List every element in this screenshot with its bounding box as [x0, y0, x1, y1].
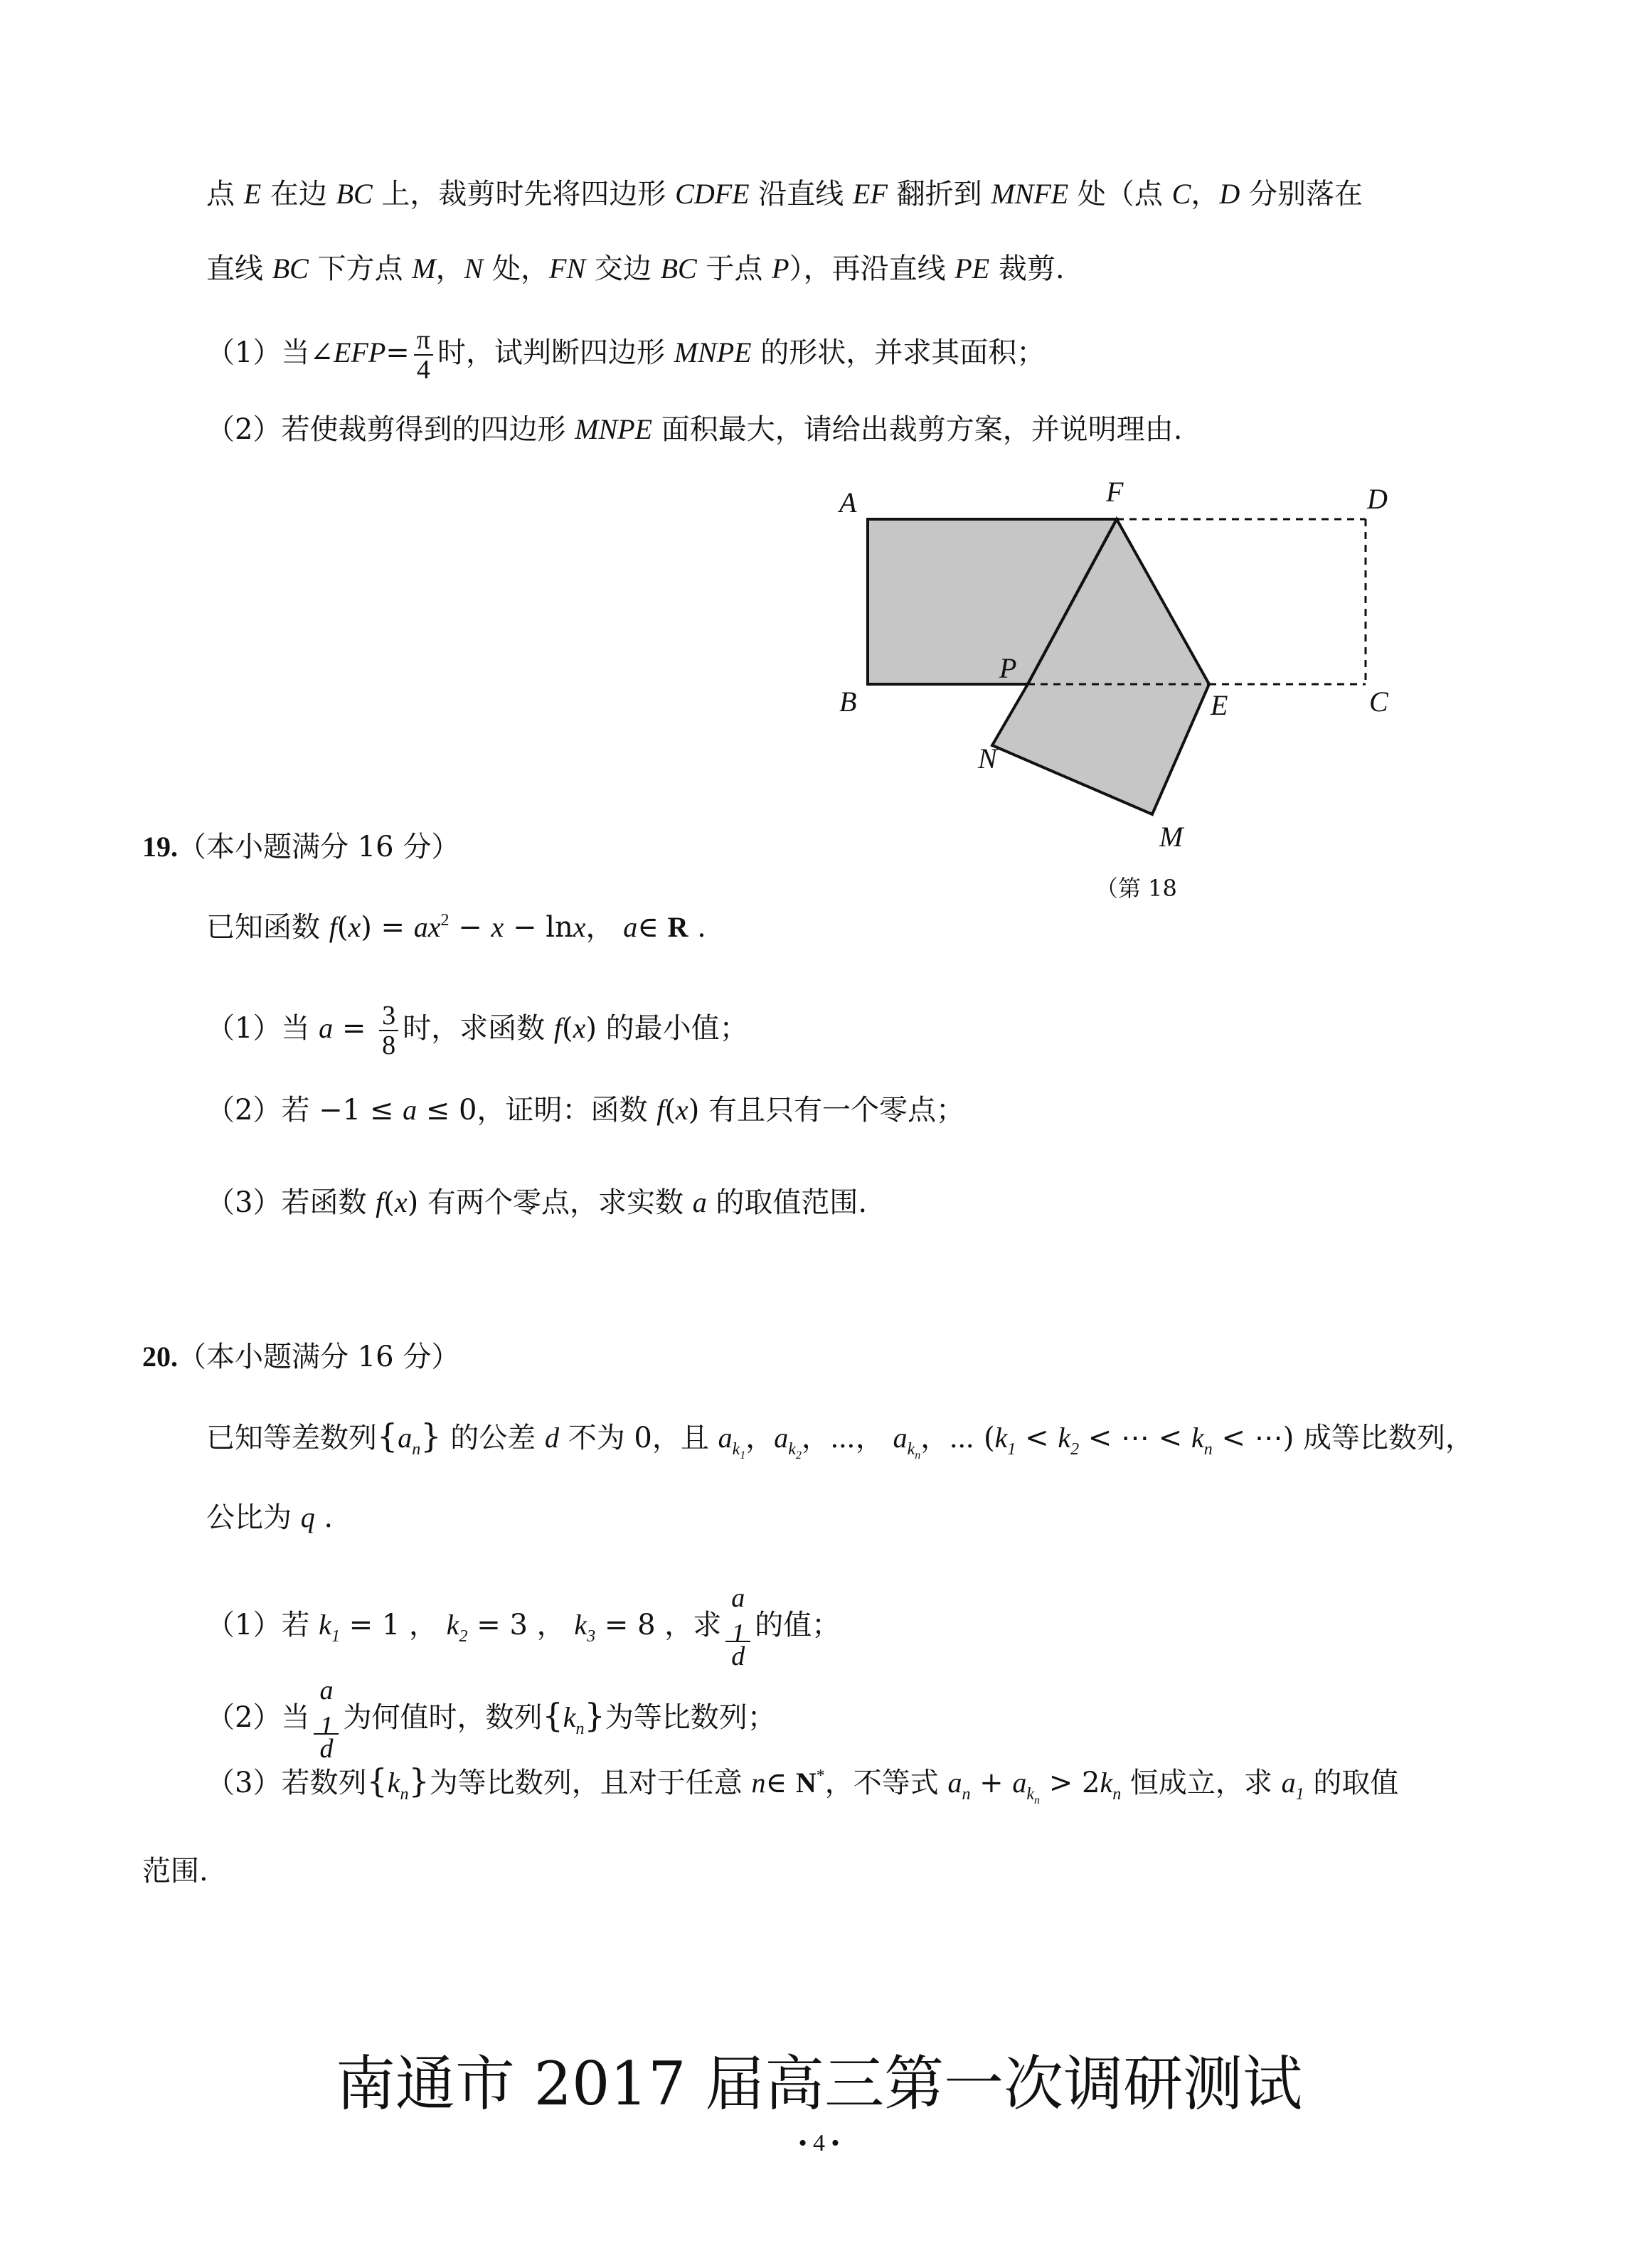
q20-part2: （2）当 a 1 d 为何值时，数列$\{k_n\}$为等比数列； — [206, 1676, 776, 1764]
q18-part1: （1）当∠EFP= $\frac{\pi}{4}$ 时，试判断四边形 MNPE 的形状，并求其面积； — [206, 325, 1046, 385]
q20-part3: （3）若数列$\{k_n\}$为等比数列，且对于任意 n∈ N*，不等式 $a_n + a_{k_n} > 2k_n$ 恒成立，求 $a_1$ 的取值 — [206, 1762, 1399, 1806]
q20-stem-line2: 公比为 q . — [206, 1501, 334, 1534]
q20-part3-continued: 范围. — [142, 1855, 208, 1888]
q19-stem: 已知函数 $f(x) = ax^2 - x - \ln x$， a∈ R . — [206, 911, 706, 944]
q18-part2: （2）若使裁剪得到的四边形 MNPE 面积最大，请给出裁剪方案，并说明理由. — [206, 413, 1183, 446]
label-f: F — [1106, 476, 1124, 508]
q19-part1: （1）当 a = $\frac{3}{8}$ 时，求函数 f(x) 的最小值； — [206, 1001, 748, 1060]
q20-part1: （1）若 $k_1 = 1$ ， $k_2 = 3$ ， $k_3 = 8$ ，求 a 1 d 的值； — [206, 1583, 841, 1671]
label-b: B — [839, 686, 857, 718]
q19-part2: （2）若 −1 ≤ a ≤ 0，证明：函数 f(x) 有且只有一个零点； — [206, 1094, 965, 1127]
page-number: • 4 • — [798, 2130, 840, 2156]
footer-title: 南通市 2017 届高三第一次调研测试 — [335, 2049, 1303, 2119]
label-c: C — [1369, 686, 1388, 718]
fraction-a1-over-d-2: a 1 d — [314, 1676, 339, 1763]
q18-line1: 点 E 在边 BC 上，裁剪时先将四边形 CDFE 沿直线 EF 翻折到 MNFE 处（点 C，D 分别落在 — [206, 178, 1363, 211]
q19-part3: （3）若函数 f(x) 有两个零点，求实数 a 的取值范围. — [206, 1186, 868, 1219]
label-a: A — [839, 486, 857, 518]
q18-line2: 直线 BC 下方点 M，N 处，FN 交边 BC 于点 P），再沿直线 PE 裁剪. — [206, 252, 1065, 285]
q20-heading: 20.（本小题满分 16 分） — [142, 1341, 460, 1373]
label-n: N — [978, 742, 997, 774]
q20-stem-line1: 已知等差数列$\{a_n\}$ 的公差 d 不为 0，且 $a_{k_1}$，$a_{k_2}$，⋯， $a_{k_n}$，⋯ ($k_1 < k_2$ < ⋯ < $k_n$ < ⋯) 成等比数列， — [206, 1417, 1474, 1462]
fraction-a1-over-d: a 1 d — [725, 1584, 750, 1671]
q19-heading: 19.（本小题满分 16 分） — [142, 831, 460, 863]
label-d: D — [1367, 483, 1388, 515]
fraction-3-over-8: $\frac{3}{8}$ — [379, 1001, 398, 1060]
label-e: E — [1211, 689, 1228, 721]
fraction-pi-over-4: $\frac{\pi}{4}$ — [414, 326, 433, 384]
label-p: P — [999, 652, 1017, 684]
label-m: M — [1159, 821, 1184, 853]
q18-figure — [818, 469, 1458, 910]
figure-caption: （第 18 — [1095, 875, 1177, 902]
